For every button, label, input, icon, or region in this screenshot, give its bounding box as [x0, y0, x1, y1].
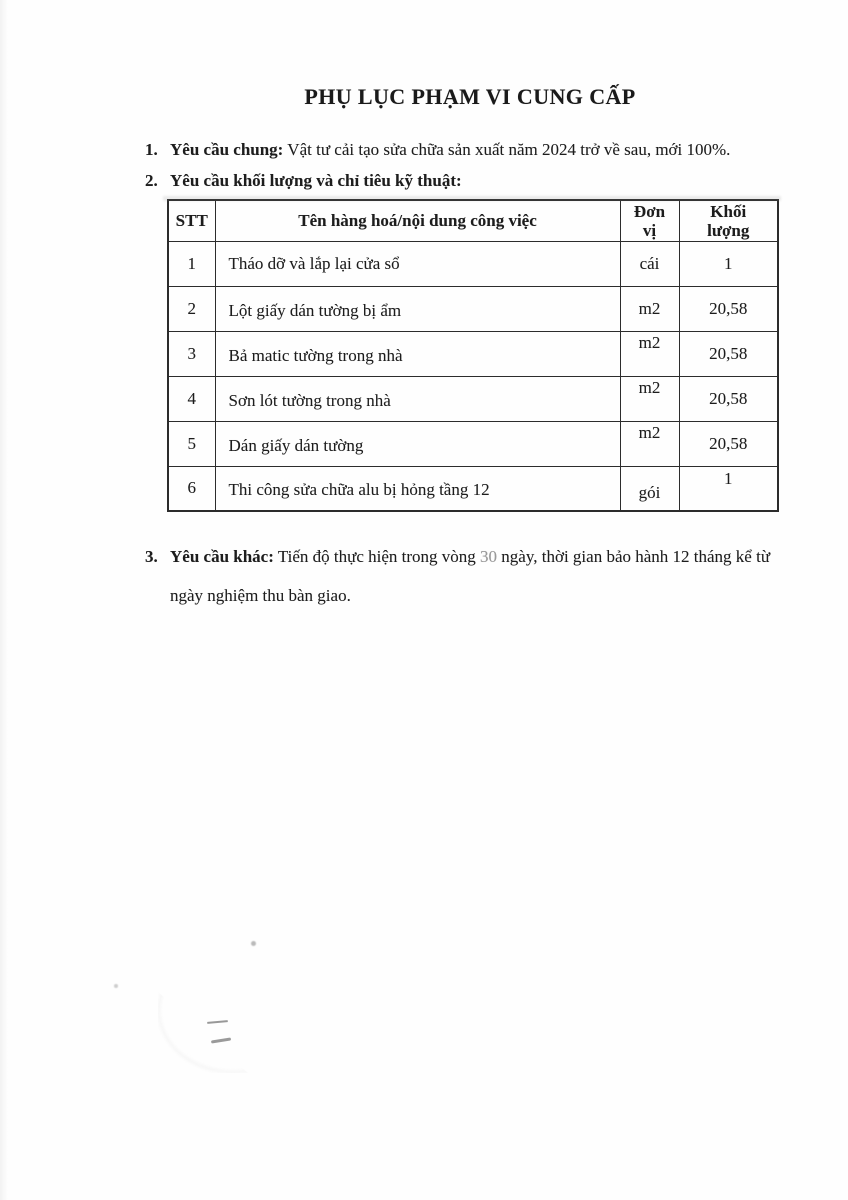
table-row [168, 331, 778, 376]
table-row [168, 421, 778, 466]
section-number: 1. [145, 140, 158, 159]
cell-quantity: 20,58 [679, 376, 778, 421]
cell-stt: 6 [168, 466, 215, 511]
scan-artifact-ghost-arc [158, 948, 308, 1073]
section-number: 2. [145, 171, 158, 190]
scanner-edge-shadow [0, 0, 8, 1200]
cell-unit: gói [620, 466, 679, 511]
cell-unit: cái [620, 241, 679, 286]
cell-unit: m2 [620, 286, 679, 331]
cell-unit: m2 [620, 331, 679, 376]
section-label: Yêu cầu khối lượng và chỉ tiêu kỹ thuật: [170, 171, 462, 190]
header-unit: Đơn vị [620, 200, 679, 241]
scan-artifact-pen-mark [211, 1037, 231, 1043]
cell-item-name: Thi công sửa chữa alu bị hỏng tầng 12 [215, 466, 620, 511]
table-row [168, 241, 778, 286]
cell-quantity: 20,58 [679, 286, 778, 331]
cell-item-name: Dán giấy dán tường [215, 421, 620, 466]
section-other-requirement [145, 537, 795, 615]
table-row [168, 286, 778, 331]
cell-quantity: 20,58 [679, 331, 778, 376]
cell-item-name: Lột giấy dán tường bị ẩm [215, 286, 620, 331]
section-text-before: Tiến độ thực hiện trong vòng [273, 547, 481, 566]
cell-stt: 1 [168, 241, 215, 286]
cell-stt: 4 [168, 376, 215, 421]
cell-quantity: 20,58 [679, 421, 778, 466]
table-row [168, 376, 778, 421]
supply-table-container [167, 199, 779, 512]
page-title: PHỤ LỤC PHẠM VI CUNG CẤP [304, 84, 636, 109]
header-stt: STT [168, 200, 215, 241]
section-text: Vật tư cải tạo sửa chữa sản xuất năm 2024 trở về sau, mới 100%. [283, 140, 731, 159]
section-label: Yêu cầu chung: [170, 140, 284, 159]
cell-unit: m2 [620, 376, 679, 421]
section-quantity-requirement [145, 170, 795, 192]
section-number: 3. [145, 547, 158, 566]
cell-item-name: Sơn lót tường trong nhà [215, 376, 620, 421]
table-row [168, 466, 778, 511]
cell-unit: m2 [620, 421, 679, 466]
header-item-name: Tên hàng hoá/nội dung công việc [215, 200, 620, 241]
cell-quantity: 1 [679, 466, 778, 511]
cell-item-name: Bả matic tường trong nhà [215, 331, 620, 376]
section-label: Yêu cầu khác: [170, 547, 274, 566]
cell-stt: 3 [168, 331, 215, 376]
cell-stt: 2 [168, 286, 215, 331]
header-quantity: Khối lượng [679, 200, 778, 241]
supply-table [167, 199, 779, 512]
table-header-row [168, 200, 778, 241]
duration-value: 30 [480, 547, 498, 566]
cell-item-name: Tháo dỡ và lắp lại cửa sổ [215, 241, 620, 286]
scan-artifact-dot [251, 941, 256, 946]
cell-stt: 5 [168, 421, 215, 466]
scan-artifact-dot [114, 984, 118, 988]
scan-artifact-pen-mark [207, 1020, 228, 1024]
section-text-line2: ngày nghiệm thu bàn giao. [170, 586, 351, 605]
section-general-requirement [145, 139, 795, 161]
section-text-after: ngày, thời gian bảo hành 12 tháng kể từ [497, 547, 771, 566]
cell-quantity: 1 [679, 241, 778, 286]
